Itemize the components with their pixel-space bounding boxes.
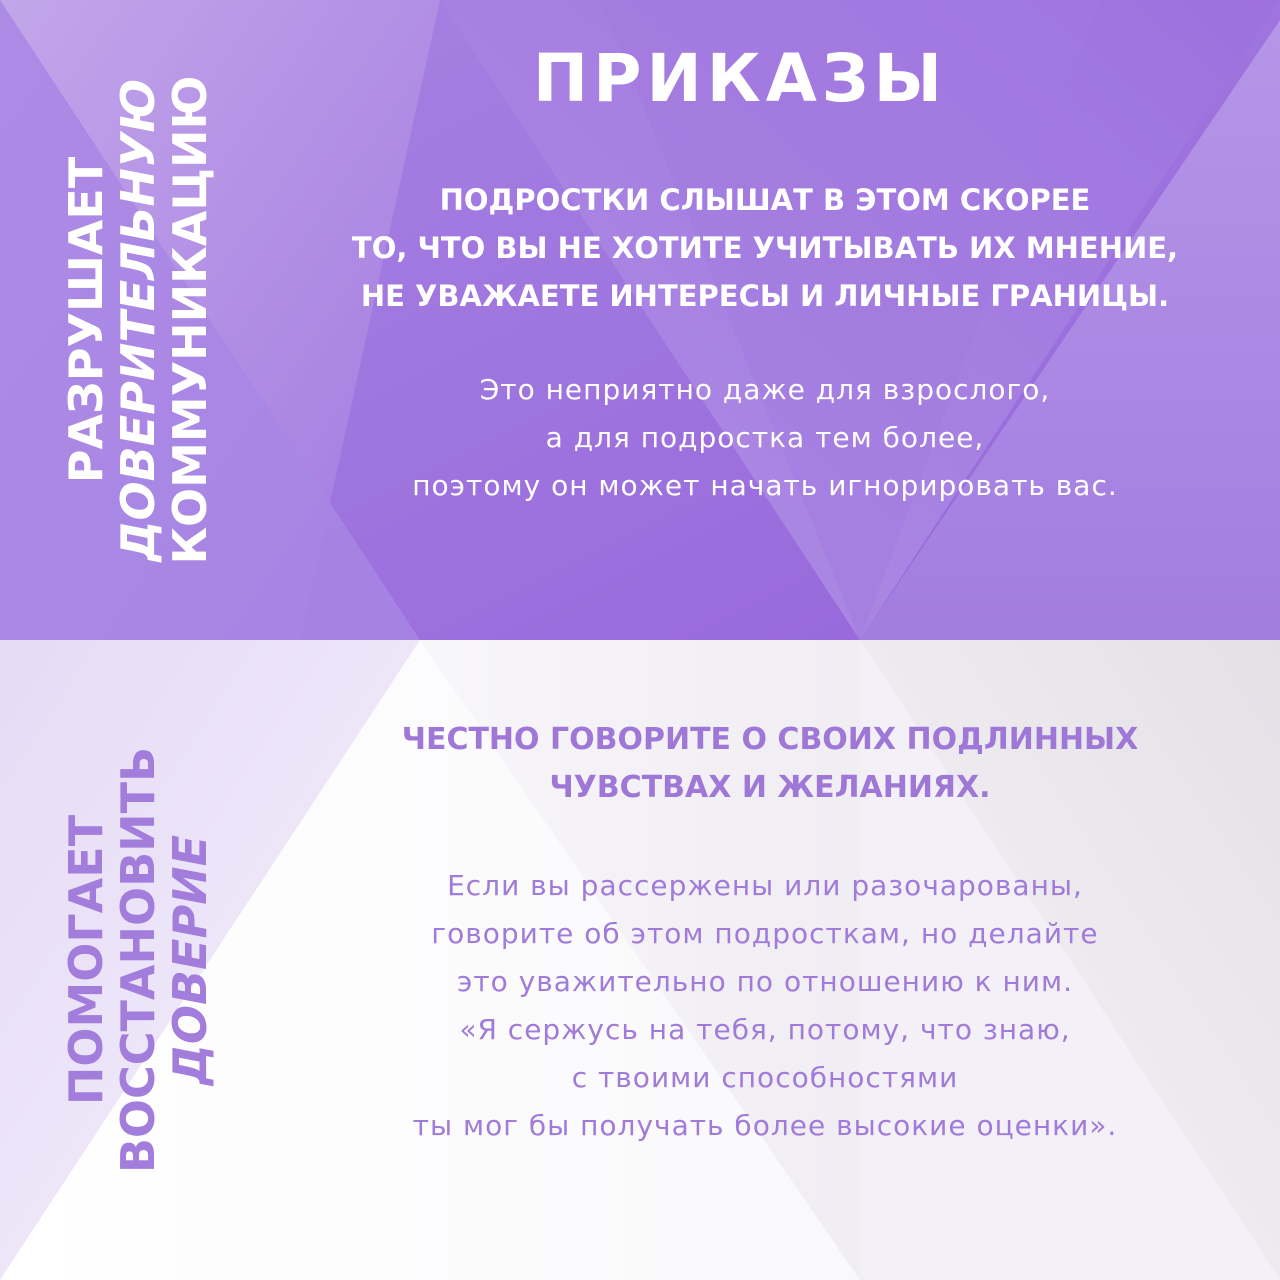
bottom-light-line-4: «Я сержусь на тебя, потому, что знаю,	[459, 1013, 1071, 1046]
top-light-line-1: Это неприятно даже для взрослого,	[479, 373, 1051, 406]
bottom-light-line-5: с твоими способностями	[571, 1061, 959, 1094]
bottom-light-line-3: это уважительно по отношению к ним.	[456, 965, 1073, 998]
top-side-line-3: КОММУНИКАЦИЮ	[163, 75, 217, 565]
top-bold-line-3: НЕ УВАЖАЕТЕ ИНТЕРЕСЫ И ЛИЧНЫЕ ГРАНИЦЫ.	[360, 279, 1170, 313]
bottom-side-label	[58, 640, 218, 1280]
top-bold-text	[300, 176, 1230, 320]
page-title: ПРИКАЗЫ	[532, 40, 948, 117]
bottom-light-text	[310, 862, 1220, 1150]
bottom-light-line-2: говорите об этом подросткам, но делайте	[431, 917, 1099, 950]
top-light-text	[300, 366, 1230, 510]
top-side-label	[58, 0, 218, 640]
bottom-bold-line-1: ЧЕСТНО ГОВОРИТЕ О СВОИХ ПОДЛИННЫХ	[401, 722, 1139, 757]
top-bold-line-2: ТО, ЧТО ВЫ НЕ ХОТИТЕ УЧИТЫВАТЬ ИХ МНЕНИЕ,	[351, 231, 1179, 265]
top-side-line-2: ДОВЕРИТЕЛЬНУЮ	[111, 78, 165, 562]
bottom-side-label-rotated	[58, 690, 218, 1230]
bottom-bold-line-2: ЧУВСТВАХ И ЖЕЛАНИЯХ.	[549, 770, 991, 805]
top-bold-line-1: ПОДРОСТКИ СЛЫШАТ В ЭТОМ СКОРЕЕ	[439, 183, 1091, 217]
top-light-line-2: а для подростка тем более,	[545, 421, 985, 454]
bottom-panel	[0, 640, 1280, 1280]
bottom-side-line-2: ВОССТАНОВИТЬ	[111, 746, 165, 1174]
bottom-light-line-1: Если вы рассержены или разочарованы,	[447, 869, 1083, 902]
bottom-light-line-6: ты мог бы получать более высокие оценки».	[412, 1109, 1118, 1142]
bottom-side-line-3: ДОВЕРИЕ	[163, 834, 217, 1086]
top-light-line-3: поэтому он может начать игнорировать вас.	[412, 469, 1118, 502]
top-side-line-1: РАЗРУШАЕТ	[59, 156, 113, 484]
bottom-side-line-1: ПОМОГАЕТ	[59, 814, 113, 1106]
top-side-label-rotated	[58, 50, 218, 590]
bottom-bold-text	[330, 716, 1210, 812]
